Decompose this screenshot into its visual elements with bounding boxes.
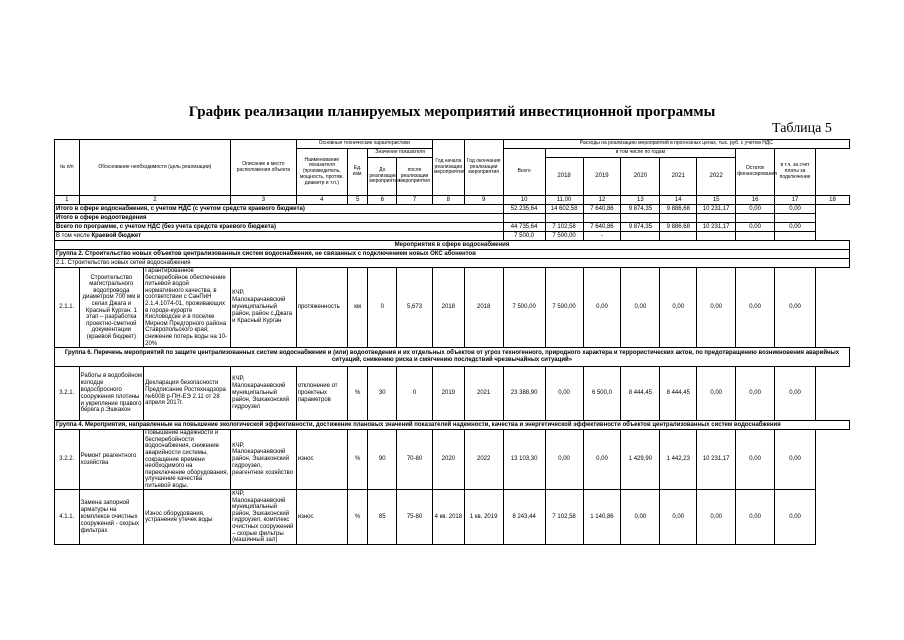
- row-y2018: 0,00: [545, 430, 583, 490]
- header-fee: в т.ч. за счет платы за подключение: [775, 149, 816, 196]
- row-before: 0: [368, 268, 397, 348]
- header-num: № п/п: [55, 140, 80, 196]
- row-remain: 0,00: [736, 268, 775, 348]
- row-before: 90: [368, 430, 397, 490]
- header-before: До реализации мероприятия: [368, 158, 397, 196]
- summary-value: 7 640,86: [583, 223, 621, 232]
- row-after: 0: [397, 367, 433, 421]
- header-costs: Расходы на реализацию мероприятий в прогнозных ценах, тыс. руб. с учетом НДС: [503, 140, 849, 149]
- col-number: 4: [296, 196, 347, 205]
- col-number: 3: [231, 196, 297, 205]
- budget-value: [775, 232, 816, 241]
- header-tech-name: Наименование показателя (производитель, мощность, протяж. диаметр и т.п.): [296, 149, 347, 196]
- budget-value: [660, 232, 697, 241]
- col-number: 15: [697, 196, 736, 205]
- col-number: 18: [816, 196, 850, 205]
- budget-value: 7 500,00: [545, 232, 583, 241]
- investment-schedule-table: [54, 139, 850, 545]
- section-water-heading: Мероприятия в сфере водоснабжения: [55, 241, 850, 250]
- row-start: 2020: [432, 430, 464, 490]
- header-year-2022: 2022: [697, 158, 736, 196]
- row-before: 85: [368, 490, 397, 545]
- budget-prefix: В том числе: [56, 232, 90, 239]
- summary-value: [660, 214, 697, 223]
- header-remaining: Остаток финансирования: [736, 149, 775, 196]
- summary-program-label: Всего по программе, с учетом НДС (без учета средств краевого бюджета): [55, 223, 504, 232]
- row-total: 7 500,00: [503, 268, 545, 348]
- row-location: КЧР, Малокарачаевский муниципальный район, район с.Джага и Красный Курган: [231, 268, 297, 348]
- summary-sewage-label: Итого в сфере водоотведения: [55, 214, 504, 223]
- header-unit: Ед. изм.: [347, 149, 367, 196]
- summary-value: 14 602,58: [545, 205, 583, 214]
- col-number: 5: [347, 196, 367, 205]
- row-num: 4.1.1.: [55, 490, 80, 545]
- row-fee: 0,00: [775, 367, 816, 421]
- summary-value: [697, 214, 736, 223]
- row-y2021: 8 444,45: [660, 367, 697, 421]
- row-y2022: 10 231,17: [697, 430, 736, 490]
- budget-value: [697, 232, 736, 241]
- row-end: 2022: [464, 430, 503, 490]
- header-year-2021: 2021: [660, 158, 697, 196]
- row-y2021: 0,00: [660, 268, 697, 348]
- row-start: 4 кв. 2018: [432, 490, 464, 545]
- row-param: протяженность: [296, 268, 347, 348]
- row-y2021: 0,00: [660, 490, 697, 545]
- header-values: Значение показателя: [368, 149, 433, 158]
- summary-value: [545, 214, 583, 223]
- header-total: Всего: [503, 149, 545, 196]
- col-number: 9: [464, 196, 503, 205]
- header-tech: Основные технические характеристики: [296, 140, 432, 149]
- row-location: КЧР, Малокарачаевский район, Эшкаконский гидроузел, реагентное хозяйство: [231, 430, 297, 490]
- row-y2020: 1 429,90: [621, 430, 660, 490]
- row-y2022: 0,00: [697, 268, 736, 348]
- col-number: 12: [583, 196, 621, 205]
- row-justification: Гарантированное бесперебойное обеспечение питьевой водой нормативного качества, в соответствии с СанПиН 2.1.4.1074-01, проживающих в городе-курорте Кисловодске и в поселке Мирном Предгорного района Ставропольского края; снижение потерь воды на 10-20%: [144, 268, 231, 348]
- summary-value: [621, 214, 660, 223]
- summary-value: 7 640,86: [583, 205, 621, 214]
- row-y2019: 1 140,86: [583, 490, 621, 545]
- col-number: 7: [397, 196, 433, 205]
- row-name: Замена запорной арматуры на комплексе очистных сооружений - скорых фильтрах: [79, 490, 144, 545]
- row-y2022: 0,00: [697, 490, 736, 545]
- summary-value: [583, 214, 621, 223]
- budget-value: [736, 232, 775, 241]
- summary-value: 0,00: [775, 205, 816, 214]
- row-justification: Износ оборудования, устранение утечек воды: [144, 490, 231, 545]
- row-param: отклонение от проектных параметров: [296, 367, 347, 421]
- row-total: 13 103,30: [503, 430, 545, 490]
- header-year-2018: 2018: [545, 158, 583, 196]
- row-y2022: 0,00: [697, 367, 736, 421]
- row-unit: %: [347, 430, 367, 490]
- row-before: 30: [368, 367, 397, 421]
- row-param: износ: [296, 490, 347, 545]
- col-number: 11,00: [545, 196, 583, 205]
- col-number: 13: [621, 196, 660, 205]
- row-y2019: 0,00: [583, 268, 621, 348]
- budget-row-label: [55, 232, 504, 241]
- row-location: КЧР, Малокарачаевский муниципальный район, Эшкаконский гидроузел: [231, 367, 297, 421]
- row-remain: 0,00: [736, 430, 775, 490]
- row-num: 3.2.1.: [55, 367, 80, 421]
- row-end: 1 кв. 2019: [464, 490, 503, 545]
- summary-value: 7 102,58: [545, 223, 583, 232]
- row-name: Ремонт реагентного хозяйства: [79, 430, 144, 490]
- row-total: 23 388,90: [503, 367, 545, 421]
- summary-value: 9 874,35: [621, 205, 660, 214]
- summary-value: 9 874,35: [621, 223, 660, 232]
- col-number: 16: [736, 196, 775, 205]
- row-y2020: 8 444,45: [621, 367, 660, 421]
- row-location: КЧР, Малокарачаевский муниципальный район, Эшкаконский гидроузел, комплекс очистных сооружений – скорые фильтры (машинный зал): [231, 490, 297, 545]
- header-by-years: в том числе по годам: [545, 149, 736, 158]
- row-justification: Повышение надежности и бесперебойности водоснабжения, снижение аварийности системы, сокращение времени необходимого на переключение оборудования, улучшение качества питьевой воды.: [144, 430, 231, 490]
- row-justification: Декларация безопасности Предписание Ростехнадзора №6008 р-ПН-ЕЭ 2.11 от 28 апреля 2017г.: [144, 367, 231, 421]
- col-number: 1: [55, 196, 80, 205]
- subgroup-2-1-heading: 2.1. Строительство новых сетей водоснабжения: [55, 259, 850, 268]
- row-y2019: 6 500,0: [583, 367, 621, 421]
- header-start-year: Год начала реализации мероприятия: [432, 140, 464, 196]
- row-y2018: 7 102,58: [545, 490, 583, 545]
- row-start: 2018: [432, 268, 464, 348]
- summary-value: 0,00: [736, 223, 775, 232]
- col-number: 10: [503, 196, 545, 205]
- summary-value: 9 886,68: [660, 205, 697, 214]
- row-fee: 0,00: [775, 490, 816, 545]
- row-remain: 0,00: [736, 490, 775, 545]
- row-fee: 0,00: [775, 268, 816, 348]
- group-2-heading: Группа 2. Строительство новых объектов централизованных систем водоснабжения, не связанных с подключением новых ОКС абонентов: [55, 250, 850, 259]
- row-y2020: 0,00: [621, 268, 660, 348]
- row-start: 2019: [432, 367, 464, 421]
- row-fee: 0,00: [775, 430, 816, 490]
- row-num: 2.1.1.: [55, 268, 80, 348]
- group-4-heading: Группа 4. Мероприятия, направленные на повышение экологической эффективности, достижение плановых значений показателей надежности, качества и энергетической эффективности объектов централизованных систем водоснабжения: [55, 421, 850, 430]
- row-after: 5,673: [397, 268, 433, 348]
- row-end: 2021: [464, 367, 503, 421]
- budget-label: Краевой бюджет: [91, 232, 142, 239]
- header-description: Описание и место расположения объекта: [231, 140, 297, 196]
- col-number: 17: [775, 196, 816, 205]
- summary-value: 0,00: [736, 205, 775, 214]
- header-justification: Обоснование необходимости (цель реализации): [79, 140, 231, 196]
- summary-value: 10 231,17: [697, 223, 736, 232]
- header-year-2019: 2019: [583, 158, 621, 196]
- summary-value: 52 235,64: [503, 205, 545, 214]
- row-remain: 0,00: [736, 367, 775, 421]
- row-y2020: 0,00: [621, 490, 660, 545]
- col-number: 14: [660, 196, 697, 205]
- summary-water-label: Итого в сфере водоснабжения, с учетом НДС (с учетом средств краевого бюджета): [55, 205, 504, 214]
- row-name: Строительство магистрального водопровода диаметром 700 мм в селах Джага и Красный Курган. 1 этап – разработка проектно-сметной документации (краевой бюджет): [79, 268, 144, 348]
- summary-value: 0,00: [775, 223, 816, 232]
- budget-value: -: [583, 232, 621, 241]
- document-title: График реализации планируемых мероприятий инвестиционной программы: [188, 104, 716, 120]
- summary-value: 9 886,68: [660, 223, 697, 232]
- row-name: Работы в водобойном колодце водосбросного сооружения плотины и укрепление правого берега р.Эшкакон: [79, 367, 144, 421]
- budget-value: 7 500,0: [503, 232, 545, 241]
- summary-value: 10 231,17: [697, 205, 736, 214]
- row-num: 3.2.2.: [55, 430, 80, 490]
- budget-value: [621, 232, 660, 241]
- row-total: 8 243,44: [503, 490, 545, 545]
- row-after: 75-80: [397, 490, 433, 545]
- row-unit: %: [347, 490, 367, 545]
- col-number: 8: [432, 196, 464, 205]
- row-param: износ: [296, 430, 347, 490]
- row-y2018: 7 500,00: [545, 268, 583, 348]
- summary-value: [503, 214, 545, 223]
- summary-value: [736, 214, 775, 223]
- row-unit: км: [347, 268, 367, 348]
- group-6-heading: Группа 6. Перечень мероприятий по защите централизованных систем водоснабжения и (или) водоотведения и их отдельных объектов от угроз техногенного, природного характера и террористических актов, по предотвращению возникновения аварийных ситуаций, снижению риска и смягчению последствий чрезвычайных ситуаций»: [55, 348, 850, 367]
- header-year-2020: 2020: [621, 158, 660, 196]
- col-number: 2: [79, 196, 231, 205]
- row-after: 70-80: [397, 430, 433, 490]
- table-label: Таблица 5: [772, 121, 832, 136]
- summary-value: [775, 214, 816, 223]
- header-after: после реализации мероприятия: [397, 158, 433, 196]
- summary-value: 44 735,64: [503, 223, 545, 232]
- row-y2018: 0,00: [545, 367, 583, 421]
- row-end: 2018: [464, 268, 503, 348]
- row-y2021: 1 442,23: [660, 430, 697, 490]
- col-number: 6: [368, 196, 397, 205]
- header-end-year: Год окончания реализации мероприятия: [464, 140, 503, 196]
- row-y2019: 0,00: [583, 430, 621, 490]
- row-unit: %: [347, 367, 367, 421]
